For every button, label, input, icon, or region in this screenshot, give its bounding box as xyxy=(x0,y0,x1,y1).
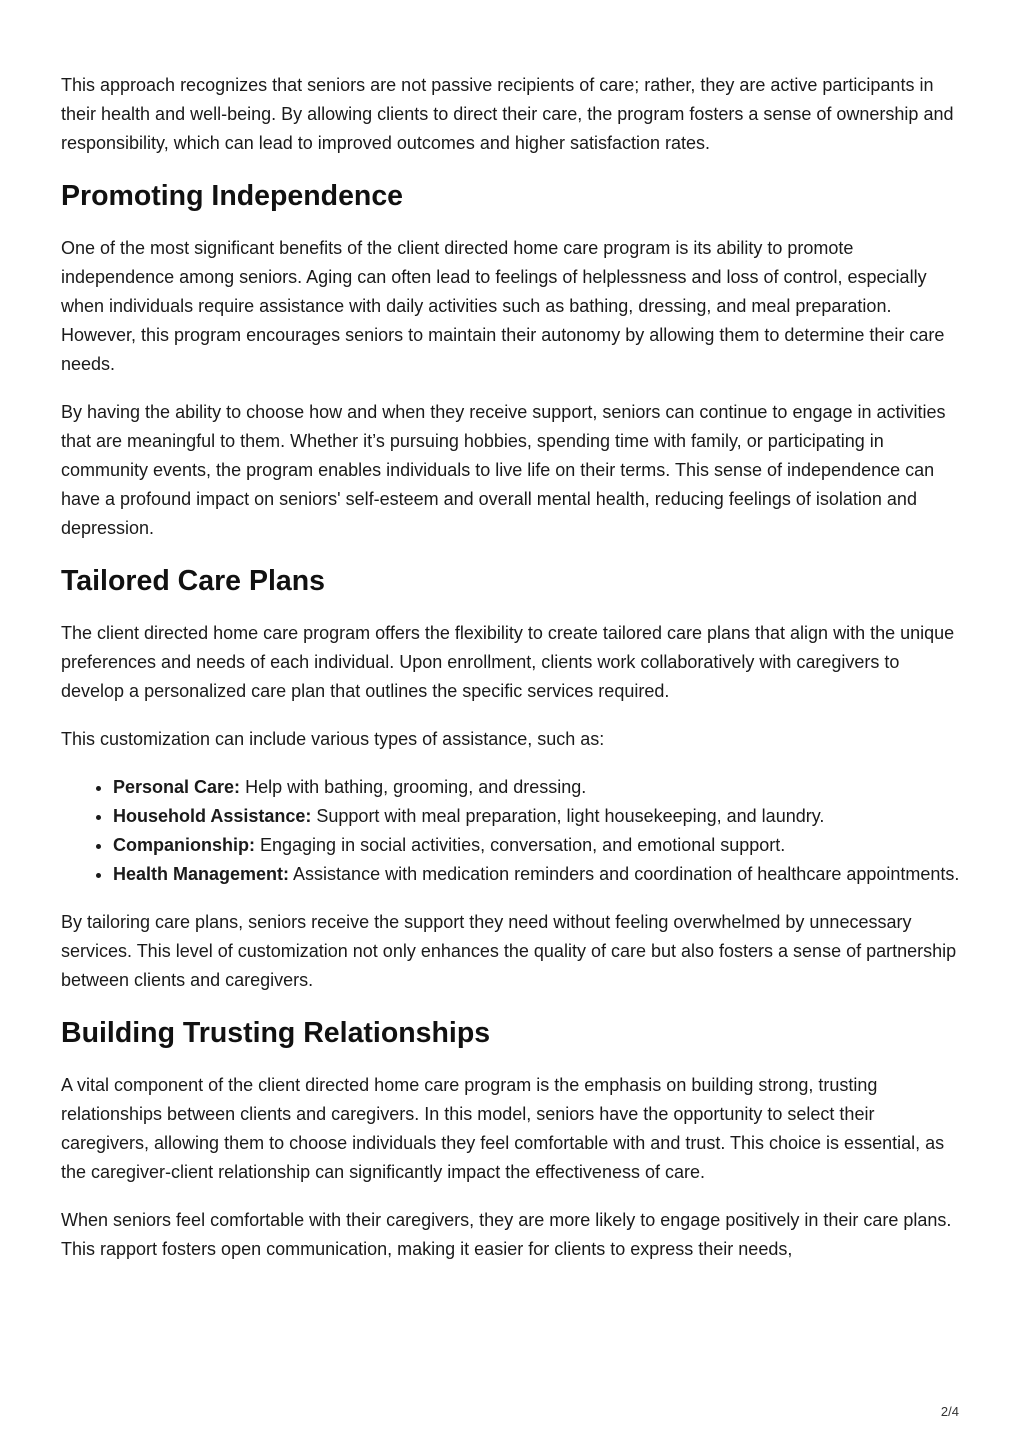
paragraph: One of the most significant benefits of the client directed home care program is its ability to promote independence among seniors. Aging can often lead to feelings of helplessness and loss of control, especially when individuals require assistance with daily activities such as bathing, dressing, and meal preparation. However, this program encourages seniors to maintain their autonomy by allowing them to determine their care needs. xyxy=(61,238,945,374)
paragraph: By tailoring care plans, seniors receive the support they need without feeling overwhelmed by unnecessary services. This level of customization not only enhances the quality of care but also fosters a sense of partnership between clients and caregivers. xyxy=(61,912,957,990)
section-promoting-independence xyxy=(61,179,966,543)
section-heading: Building Trusting Relationships xyxy=(61,1017,491,1049)
section-building-trusting-relationships xyxy=(61,1016,966,1264)
list-item-term: Health Management: xyxy=(113,864,290,884)
paragraph: By having the ability to choose how and when they receive support, seniors can continue to engage in activities that are meaningful to them. Whether it’s pursuing hobbies, spending time with family, or participating in community events, the program enables individuals to live life on their terms. This sense of independence can have a profound impact on seniors' self-esteem and overall mental health, reducing feelings of isolation and depression. xyxy=(61,402,946,538)
list-item-text: Assistance with medication reminders and coordination of healthcare appointments. xyxy=(289,864,960,884)
section-heading: Tailored Care Plans xyxy=(61,565,325,597)
list-item xyxy=(113,773,966,802)
assistance-list xyxy=(61,773,966,889)
list-item xyxy=(113,860,966,889)
paragraph: This customization can include various types of assistance, such as: xyxy=(61,729,605,749)
list-item-term: Companionship: xyxy=(113,835,255,855)
list-item xyxy=(113,802,966,831)
section-heading: Promoting Independence xyxy=(61,180,404,212)
list-item-term: Household Assistance: xyxy=(113,806,312,826)
list-item-text: Help with bathing, grooming, and dressing. xyxy=(240,777,587,797)
paragraph: A vital component of the client directed home care program is the emphasis on building strong, trusting relationships between clients and caregivers. In this model, seniors have the opportunity to select their caregivers, allowing them to choose individuals they feel comfortable with and trust. This choice is essential, as the caregiver-client relationship can significantly impact the effectiveness of care. xyxy=(61,1075,945,1182)
intro-paragraph: This approach recognizes that seniors are not passive recipients of care; rather, they are active participants in their health and well-being. By allowing clients to direct their care, the program fosters a sense of ownership and responsibility, which can lead to improved outcomes and higher satisfaction rates. xyxy=(61,75,954,153)
section-tailored-care-plans xyxy=(61,564,966,995)
list-item-text: Support with meal preparation, light housekeeping, and laundry. xyxy=(311,806,825,826)
list-item-term: Personal Care: xyxy=(113,777,241,797)
list-item xyxy=(113,831,966,860)
page-number: 2/4 xyxy=(940,1404,959,1419)
paragraph: When seniors feel comfortable with their caregivers, they are more likely to engage positively in their care plans. This rapport fosters open communication, making it easier for clients to express their needs, xyxy=(61,1210,952,1259)
list-item-text: Engaging in social activities, conversation, and emotional support. xyxy=(255,835,786,855)
document-page xyxy=(61,71,966,1283)
paragraph: The client directed home care program offers the flexibility to create tailored care plans that align with the unique preferences and needs of each individual. Upon enrollment, clients work collaboratively with caregivers to develop a personalized care plan that outlines the specific services required. xyxy=(61,623,955,701)
